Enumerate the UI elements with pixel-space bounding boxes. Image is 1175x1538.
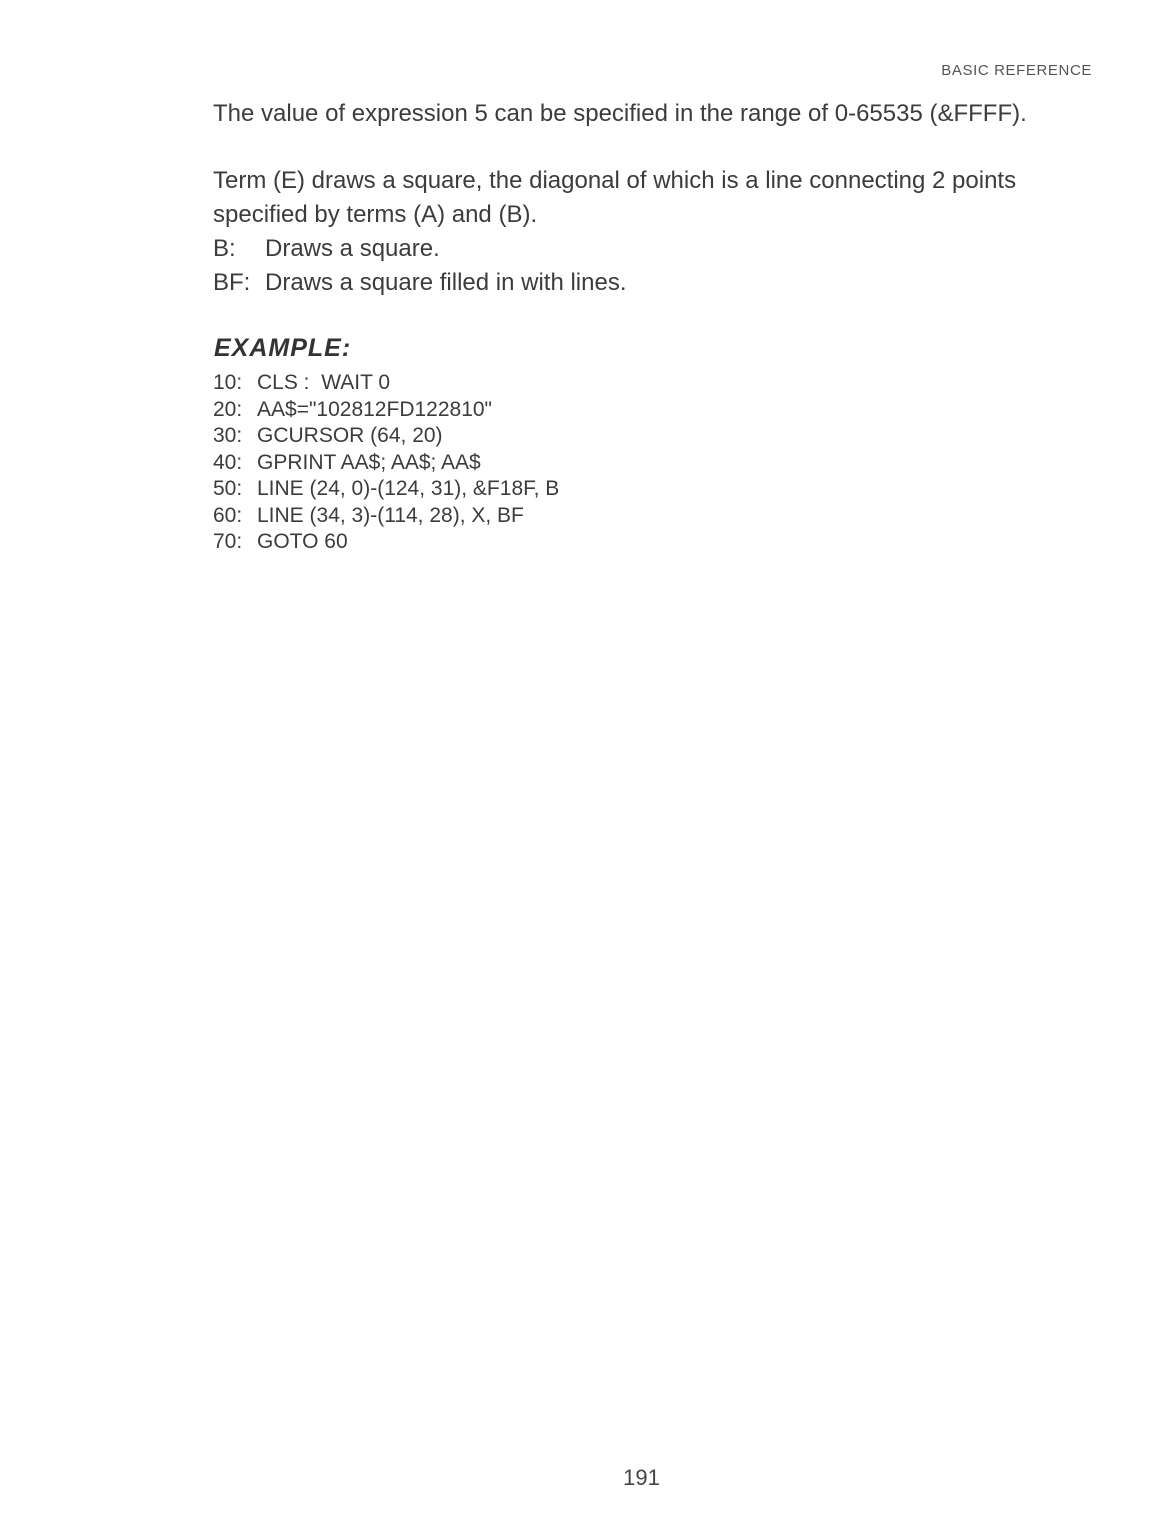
example-code-listing <box>213 370 559 556</box>
line-number: 10: <box>213 371 243 394</box>
example-heading: EXAMPLE: <box>214 334 352 362</box>
running-header: BASIC REFERENCE <box>941 62 1092 79</box>
option-text: Draws a square filled in with lines. <box>265 269 627 296</box>
code-line <box>213 503 559 530</box>
code-statement: AA$="102812FD122810" <box>257 397 493 421</box>
option-item-bf <box>213 266 627 300</box>
option-key: B: <box>213 235 236 262</box>
page-number: 191 <box>623 1465 660 1490</box>
range-paragraph: The value of expression 5 can be specified in the range of 0-65535 (&FFFF). <box>213 100 1027 127</box>
code-line <box>213 476 559 503</box>
code-line <box>213 450 559 477</box>
option-list <box>213 232 627 300</box>
code-statement: LINE (24, 0)-(124, 31), &F18F, B <box>257 477 560 500</box>
line-number: 60: <box>213 503 243 527</box>
line-number: 50: <box>213 477 243 500</box>
line-number: 30: <box>213 424 243 447</box>
code-line <box>213 397 559 424</box>
option-item-b <box>213 232 627 266</box>
line-number: 70: <box>213 530 243 553</box>
term-e-paragraph: Term (E) draws a square, the diagonal of which is a line connecting 2 points specified by terms (A) and (B). <box>213 167 1017 228</box>
option-key: BF: <box>213 269 251 296</box>
code-line <box>213 423 559 450</box>
code-statement: CLS : WAIT 0 <box>257 371 391 394</box>
line-number: 40: <box>213 450 243 474</box>
code-statement: GPRINT AA$; AA$; AA$ <box>257 450 481 474</box>
line-number: 20: <box>213 397 243 421</box>
code-line <box>213 370 559 397</box>
code-statement: LINE (34, 3)-(114, 28), X, BF <box>257 503 524 527</box>
code-statement: GOTO 60 <box>257 530 348 553</box>
code-line <box>213 529 559 556</box>
code-statement: GCURSOR (64, 20) <box>257 424 443 447</box>
option-text: Draws a square. <box>265 235 440 262</box>
